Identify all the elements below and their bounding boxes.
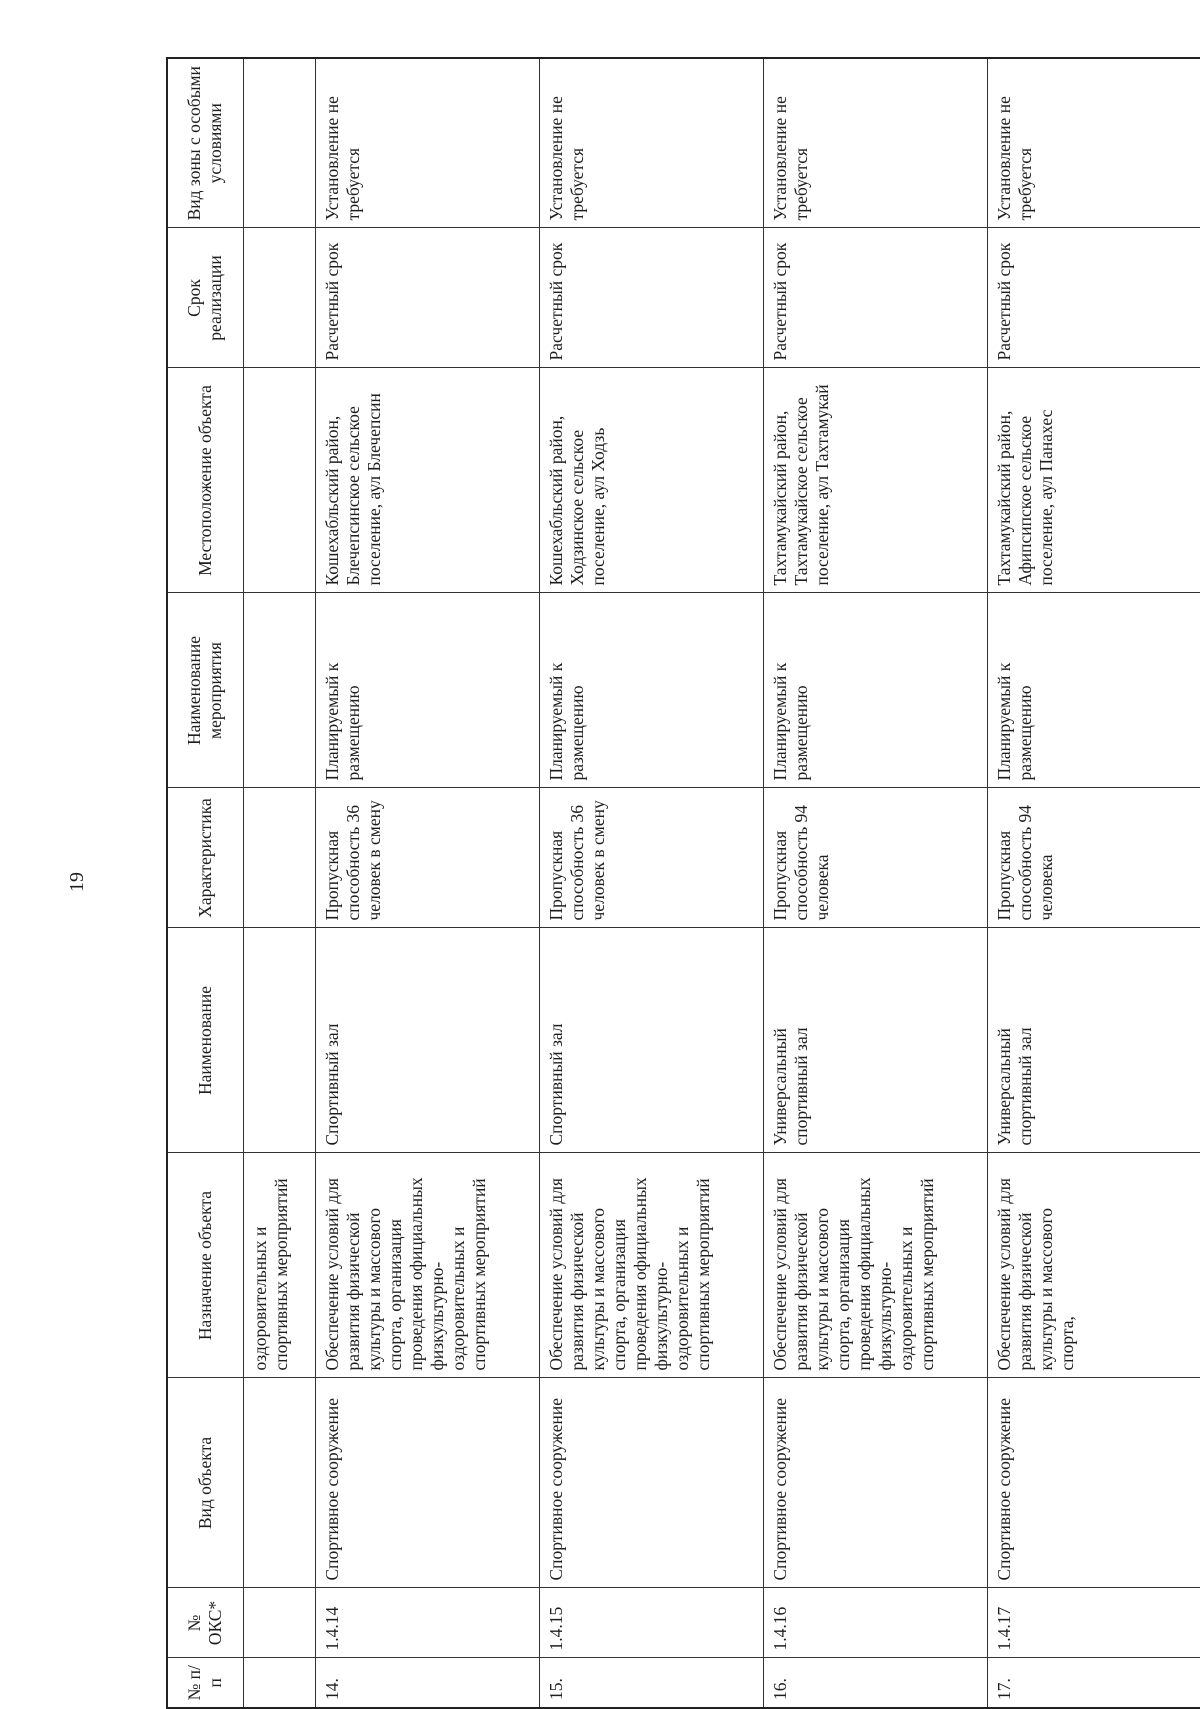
cell-kind: Спортивное сооружение [539,1378,763,1588]
header-num: № п/п [167,1658,243,1708]
cell-term: Расчетный срок [987,228,1200,368]
cell-zone: Установление не требуется [539,58,763,228]
cell-kind: Спортивное сооружение [315,1378,539,1588]
cell-zone: Установление не требуется [987,58,1200,228]
header-kind: Вид объекта [167,1378,243,1588]
cell-oks: 1.4.17 [987,1588,1200,1658]
header-event: Наименование мероприятия [167,593,243,788]
cell-name: Спортивный зал [539,928,763,1153]
cell-blank [243,593,315,788]
cell-blank [243,58,315,228]
continuation-row [243,58,315,1708]
cell-kind: Спортивное сооружение [987,1378,1200,1588]
cell-location: Тахтамукайский район, Афипсипское сельское поселение, аул Панахес [987,368,1200,593]
header-name: Наименование [167,928,243,1153]
cell-oks: 1.4.14 [315,1588,539,1658]
cell-event: Планируемый к размещению [315,593,539,788]
cell-blank [243,1658,315,1708]
table-row [539,58,763,1708]
header-purpose: Назначение объекта [167,1153,243,1378]
header-oks: № ОКС* [167,1588,243,1658]
cell-oks: 1.4.15 [539,1588,763,1658]
cell-characteristic: Пропускная способность 36 человек в смену [539,788,763,928]
cell-characteristic: Пропускная способность 36 человек в смену [315,788,539,928]
cell-blank [243,928,315,1153]
cell-blank [243,788,315,928]
table-header-row [167,58,243,1708]
cell-name: Универсальный спортивный зал [987,928,1200,1153]
header-location: Местоположение объекта [167,368,243,593]
cell-location: Тахтамукайский район, Тахтамукайское сельское поселение, аул Тахтамукай [763,368,987,593]
cell-num: 16. [763,1658,987,1708]
cell-characteristic: Пропускная способность 94 человека [987,788,1200,928]
cell-blank [243,1378,315,1588]
cell-purpose: Обеспечение условий для развития физической культуры и массового спорта, [987,1153,1200,1378]
cell-term: Расчетный срок [539,228,763,368]
cell-oks: 1.4.16 [763,1588,987,1658]
header-zone: Вид зоны с особыми условиями [167,58,243,228]
header-term: Срок реализации [167,228,243,368]
cell-characteristic: Пропускная способность 94 человека [763,788,987,928]
table-row [763,58,987,1708]
cell-num: 14. [315,1658,539,1708]
cell-blank [243,1588,315,1658]
cell-purpose: Обеспечение условий для развития физической культуры и массового спорта, организация проведения официальных физкультурно-оздоровительных и спортивных мероприятий [763,1153,987,1378]
cell-name: Спортивный зал [315,928,539,1153]
table-row [315,58,539,1708]
cell-zone: Установление не требуется [315,58,539,228]
objects-table [166,57,1200,1709]
cell-purpose: Обеспечение условий для развития физической культуры и массового спорта, организация проведения официальных физкультурно-оздоровительных и спортивных мероприятий [315,1153,539,1378]
cell-blank [243,228,315,368]
cell-event: Планируемый к размещению [763,593,987,788]
cell-num: 15. [539,1658,763,1708]
page-number: 19 [66,872,88,892]
cell-event: Планируемый к размещению [539,593,763,788]
table-row [987,58,1200,1708]
cell-purpose: Обеспечение условий для развития физической культуры и массового спорта, организация проведения официальных физкультурно-оздоровительных и спортивных мероприятий [539,1153,763,1378]
cell-zone: Установление не требуется [763,58,987,228]
header-characteristic: Характеристика [167,788,243,928]
cell-kind: Спортивное сооружение [763,1378,987,1588]
cell-term: Расчетный срок [315,228,539,368]
cell-term: Расчетный срок [763,228,987,368]
cell-blank [243,368,315,593]
cell-name: Универсальный спортивный зал [763,928,987,1153]
cell-purpose: оздоровительных и спортивных мероприятий [243,1153,315,1378]
cell-event: Планируемый к размещению [987,593,1200,788]
rotated-table-container [166,59,1200,1709]
cell-location: Кошехабльский район, Ходзинское сельское поселение, аул Ходзь [539,368,763,593]
cell-num: 17. [987,1658,1200,1708]
cell-location: Кошехабльский район, Блечепсинское сельское поселение, аул Блечепсин [315,368,539,593]
